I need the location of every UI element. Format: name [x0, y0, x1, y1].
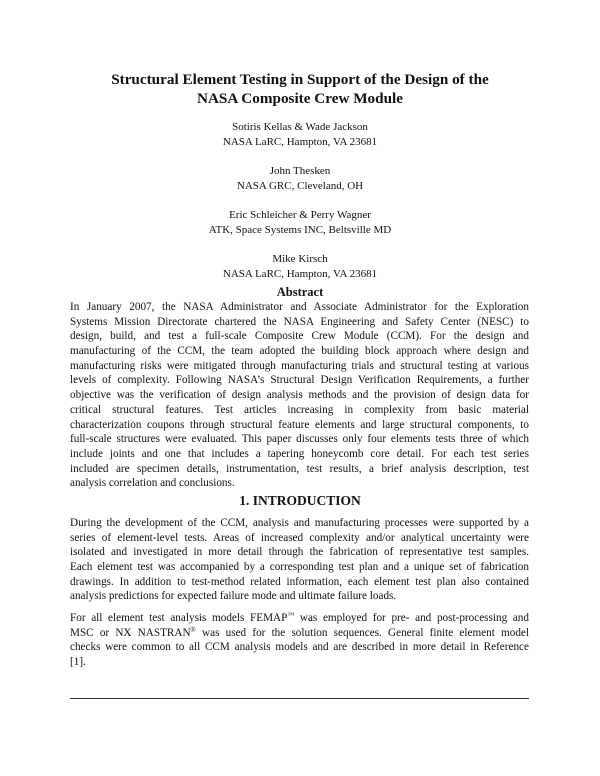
author-affiliation: NASA LaRC, Hampton, VA 23681	[222, 268, 378, 280]
author-affiliation: NASA GRC, Cleveland, OH	[236, 180, 364, 192]
abstract-heading: Abstract	[276, 285, 324, 299]
abstract-line: full-scale structures were evaluated. This paper discusses only four elements tests three of which	[70, 433, 529, 446]
intro-line: analysis predictions for expected failure mode and ultimate failure loads.	[70, 590, 397, 603]
abstract-line: manufacturing risks were mitigated through manufacturing trials and structural testing at various	[70, 359, 529, 372]
author-affiliation: NASA LaRC, Hampton, VA 23681	[222, 136, 378, 148]
intro-line: [1].	[70, 656, 86, 669]
intro-line	[70, 626, 529, 641]
abstract-line: In January 2007, the NASA Administrator and Associate Administrator for the Exploration	[70, 301, 529, 313]
title-line-2: NASA Composite Crew Module	[196, 90, 403, 107]
abstract-line: manufacturing of the CCM, the team adopted the building block approach where design and	[70, 345, 529, 358]
title-line-1: Structural Element Testing in Support of the Design of the	[111, 71, 489, 88]
abstract-line: critical structural features. Test articles increasing in complexity from basic material	[70, 403, 529, 416]
registered-symbol: ®	[190, 625, 196, 634]
intro-line	[70, 611, 529, 626]
intro-text: was employed for pre- and post-processing and	[294, 612, 529, 624]
abstract-line: Systems Mission Directorate chartered the NASA Engineering and Safety Center (NESC) to	[70, 315, 529, 328]
intro-line: isolated and investigated in more detail through the fabrication of representative test samples.	[70, 546, 529, 559]
intro-text: was used for the solution sequences. General finite element model	[195, 626, 529, 639]
intro-text: MSC or NX NASTRAN	[70, 626, 191, 639]
author-name: Mike Kirsch	[272, 253, 328, 265]
abstract-line: design, build, and test a full-scale Composite Crew Module (CCM). For the design and	[70, 330, 529, 343]
abstract-line: include joints and one that includes a tapering honeycomb core detail. For each test series	[70, 447, 529, 460]
intro-line: series of element-level tests. Areas of increased complexity and/or analytical uncertainty were	[70, 531, 529, 544]
introduction-heading: 1. INTRODUCTION	[239, 493, 361, 508]
abstract-body	[70, 300, 529, 491]
author-affiliation: ATK, Space Systems INC, Beltsville MD	[208, 224, 392, 236]
abstract-line: levels of complexity. Following NASA’s Structural Design Verification Requirements, a further	[70, 374, 529, 387]
intro-text: For all element test analysis models FEMAP	[70, 612, 288, 624]
intro-line: During the development of the CCM, analysis and manufacturing processes were supported by a	[70, 517, 529, 529]
intro-line: drawings. In addition to test-method related information, each element test plan also contained	[70, 575, 529, 588]
intro-line: checks were common to all CCM analysis models and are described in more detail in Reference	[70, 641, 529, 654]
author-block	[100, 164, 500, 194]
abstract-line: included are specimen details, instrumentation, test results, a brief analysis description, test	[70, 462, 529, 475]
abstract-line: analysis correlation and conclusions.	[70, 477, 235, 490]
author-name: John Thesken	[269, 165, 331, 177]
introduction-paragraph-2	[70, 611, 529, 670]
author-block	[100, 120, 500, 150]
trademark-symbol: ™	[287, 611, 295, 619]
abstract-line: objective was the verification of design analysis methods and the provision of design data for	[70, 389, 529, 402]
author-name: Sotiris Kellas & Wade Jackson	[232, 121, 368, 133]
abstract-line: characterization coupons through structural feature elements and large structural components, to	[70, 418, 529, 431]
paper-title	[70, 70, 530, 108]
introduction-paragraph-1	[70, 516, 529, 604]
intro-line: Each element test was accompanied by a corresponding test plan and a unique set of fabrication	[70, 561, 529, 574]
author-block	[100, 208, 500, 238]
author-block	[100, 252, 500, 282]
footnote-divider	[70, 698, 529, 699]
author-name: Eric Schleicher & Perry Wagner	[229, 209, 371, 221]
author-list	[100, 120, 500, 296]
